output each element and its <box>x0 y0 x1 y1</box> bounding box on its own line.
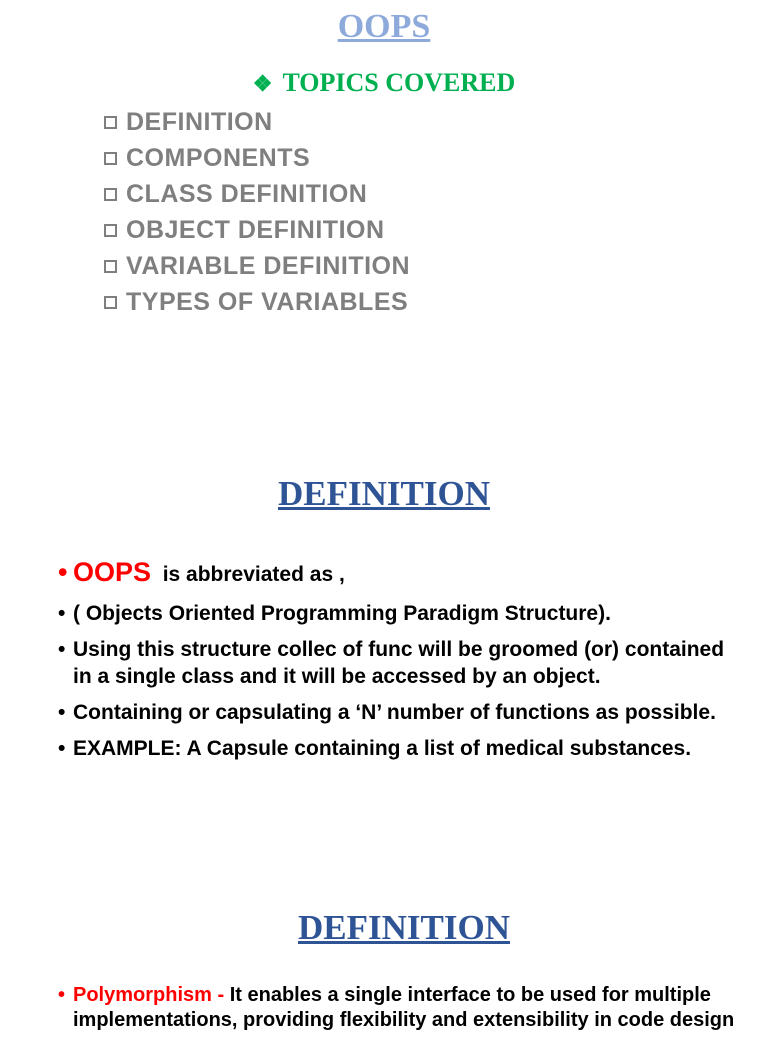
list-item <box>58 983 738 1033</box>
list-item <box>58 600 738 627</box>
bullet-dot-icon: • <box>58 602 66 625</box>
list-item <box>58 636 738 690</box>
polymorphism-bullets <box>58 983 738 1042</box>
list-item <box>104 142 410 178</box>
bullet-dot-icon: • <box>58 701 66 724</box>
topic-label: CLASS DEFINITION <box>126 180 368 208</box>
bullet-text: EXAMPLE: A Capsule containing a list of medical substances. <box>73 737 692 760</box>
topic-label: DEFINITION <box>126 108 273 136</box>
checkbox-bullet-icon <box>104 116 117 129</box>
oops-term: OOPS <box>73 557 152 587</box>
bullet-dot-icon: • <box>58 638 66 661</box>
page-title: OOPS <box>337 8 431 45</box>
topics-heading-label: TOPICS COVERED <box>282 68 516 97</box>
checkbox-bullet-icon <box>104 188 117 201</box>
bullet-text: ( Objects Oriented Programming Paradigm Structure). <box>73 602 611 625</box>
list-item <box>58 699 738 726</box>
bullet-text: Containing or capsulating a ‘N’ number of functions as possible. <box>73 701 716 724</box>
bullet-text: Using this structure collec of func will be groomed (or) contained in a single class and it will be accessed by an object. <box>73 638 725 688</box>
definition-bullets <box>58 556 738 771</box>
topic-label: COMPONENTS <box>126 144 311 172</box>
checkbox-bullet-icon <box>104 296 117 309</box>
topics-list <box>104 106 410 322</box>
diamond-bullet-icon: ❖ <box>252 71 273 96</box>
bullet-dot-icon: • <box>58 557 68 587</box>
bullet-text: It enables a single interface to be used for multiple implementations, providing flexibility and extensibility in code design <box>73 984 735 1031</box>
list-item <box>104 286 410 322</box>
checkbox-bullet-icon <box>104 152 117 165</box>
polymorphism-term: Polymorphism - <box>73 984 230 1006</box>
list-item <box>58 735 738 762</box>
list-item <box>104 178 410 214</box>
checkbox-bullet-icon <box>104 260 117 273</box>
bullet-dot-icon: • <box>58 984 66 1006</box>
topics-heading <box>0 68 768 98</box>
list-item <box>104 250 410 286</box>
topic-label: OBJECT DEFINITION <box>126 216 385 244</box>
list-item <box>104 106 410 142</box>
list-item <box>104 214 410 250</box>
bullet-text: is abbreviated as , <box>151 563 345 586</box>
topic-label: TYPES OF VARIABLES <box>126 288 409 316</box>
section-title: DEFINITION <box>298 908 510 947</box>
section-title: DEFINITION <box>278 474 490 513</box>
topic-label: VARIABLE DEFINITION <box>126 252 411 280</box>
checkbox-bullet-icon <box>104 224 117 237</box>
bullet-dot-icon: • <box>58 737 66 760</box>
list-item <box>58 556 738 591</box>
